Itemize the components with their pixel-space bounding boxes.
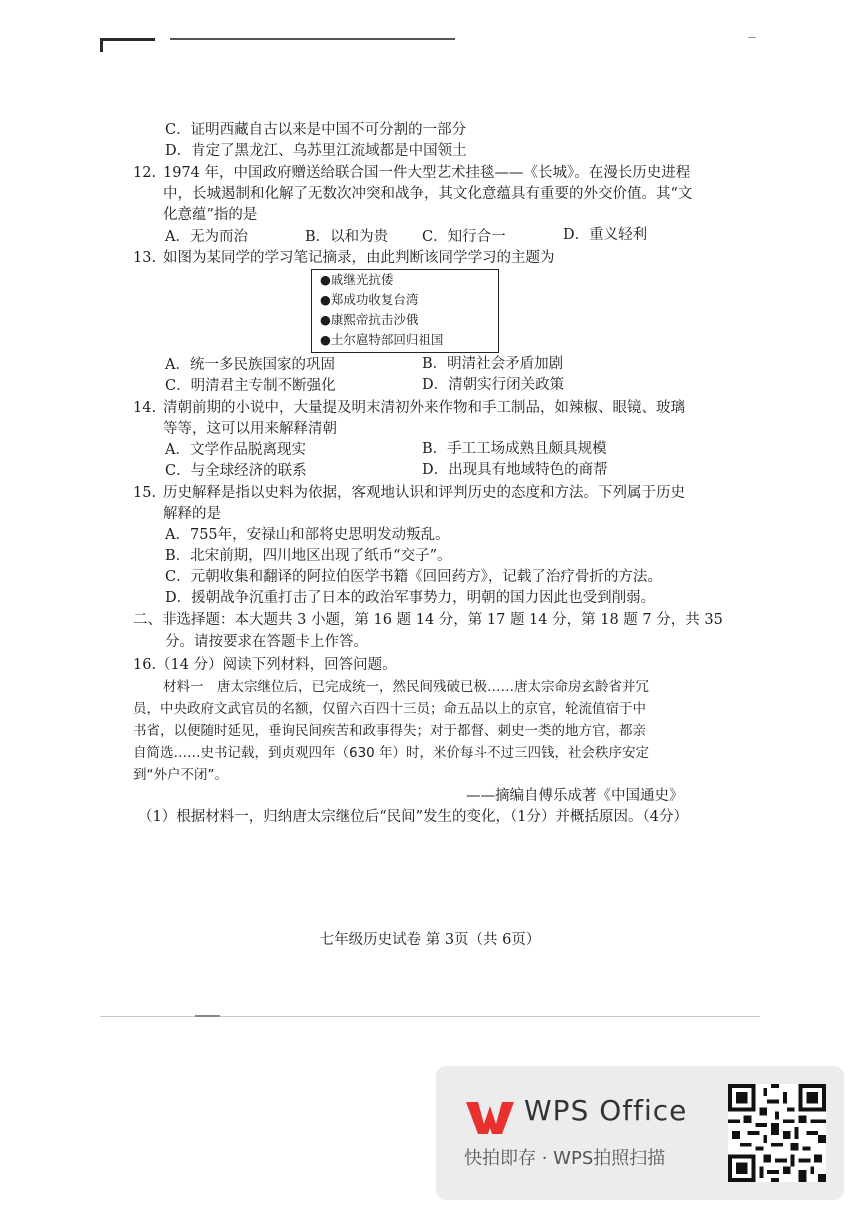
- page-footer: 七年级历史试卷 第 3页（共 6页）: [319, 932, 541, 948]
- note-item: ●戚继光抗倭: [320, 272, 394, 287]
- q14-stem-line: 清朝前期的小说中，大量提及明末清初外来作物和手工制品，如辣椒、眼镜、玻璃: [163, 400, 685, 416]
- q15-option-c: C．元朝收集和翻译的阿拉伯医学书籍《回回药方》，记载了治疗骨折的方法。: [165, 569, 662, 585]
- material-line: 书省，以便随时延见，垂询民间疾苦和政事得失；对于都督、刺史一类的地方官，都亲: [133, 723, 646, 739]
- q15-number: 15.: [133, 485, 157, 501]
- qr-code-icon: [728, 1084, 826, 1182]
- q16-subquestion-1: （1）根据材料一，归纳唐太宗继位后“民间”发生的变化，（1分）并概括原因。（4分）: [138, 809, 688, 825]
- q13-option-c: C．明清君主专制不断强化: [165, 378, 336, 394]
- wps-tagline: 快拍即存 · WPS拍照扫描: [464, 1148, 666, 1169]
- q12-stem-line: 化意蕴”指的是: [163, 207, 258, 223]
- q11-option-d: D．肯定了黑龙江、乌苏里江流域都是中国领土: [165, 143, 467, 159]
- note-item: ●郑成功收复台湾: [320, 292, 419, 307]
- section-instruction: 分。请按要求在答题卡上作答。: [165, 634, 368, 650]
- scan-edge: [195, 1015, 220, 1017]
- q12-stem-line: 1974 年，中国政府赠送给联合国一件大型艺术挂毯——《长城》。在漫长历史进程: [163, 165, 691, 181]
- q15-option-d: D．援朝战争沉重打击了日本的政治军事势力，明朝的国力因此也受到削弱。: [165, 590, 656, 606]
- q15-option-b: B．北宋前期，四川地区出现了纸币“交子”。: [165, 548, 452, 564]
- q15-option-a: A．755年，安禄山和部将史思明发动叛乱。: [165, 527, 450, 543]
- q14-number: 14.: [133, 400, 157, 416]
- q12-option-d: D．重义轻利: [563, 227, 648, 243]
- q13-option-a: A．统一多民族国家的巩固: [165, 357, 335, 373]
- q14-option-c: C．与全球经济的联系: [165, 463, 307, 479]
- section-heading: 二、非选择题：本大题共 3 小题，第 16 题 14 分，第 17 题 14 分，第 18 题 7 分，共 35: [133, 612, 723, 628]
- scan-edge: [170, 38, 455, 40]
- q14-option-b: B．手工工场成熟且颇具规模: [422, 441, 607, 457]
- q15-stem-line: 解释的是: [163, 506, 221, 522]
- note-item: ●土尔扈特部回归祖国: [320, 332, 444, 347]
- q12-option-c: C．知行合一: [422, 229, 506, 245]
- q12-option-b: B．以和为贵: [305, 229, 389, 245]
- q13-option-d: D．清朝实行闭关政策: [422, 377, 565, 393]
- note-item: ●康熙帝抗击沙俄: [320, 312, 419, 327]
- scan-edge: [100, 38, 155, 41]
- material-source: ——摘编自傅乐成著《中国通史》: [466, 788, 684, 804]
- q13-number: 13.: [133, 250, 157, 266]
- q12-number: 12.: [133, 165, 157, 181]
- q12-stem-line: 中，长城遏制和化解了无数次冲突和战争，其文化意蕴具有重要的外交价值。其“文: [163, 186, 693, 202]
- scan-mark: [748, 37, 756, 38]
- material-line: 到“外户不闭”。: [133, 767, 228, 783]
- wps-watermark: [436, 1066, 844, 1200]
- q14-option-a: A．文学作品脱离现实: [165, 442, 306, 458]
- material-line: 材料一 唐太宗继位后，已完成统一，然民间残破已极……唐太宗命房玄龄省并冗: [163, 679, 649, 695]
- q14-option-d: D．出现具有地域特色的商帮: [422, 462, 608, 478]
- wps-logo-icon: [464, 1098, 516, 1138]
- q15-stem-line: 历史解释是指以史料为依据，客观地认识和评判历史的态度和方法。下列属于历史: [163, 485, 685, 501]
- q11-option-c: C．证明西藏自古以来是中国不可分割的一部分: [165, 122, 467, 138]
- study-notes-box: [311, 269, 499, 353]
- material-line: 员，中央政府文武官员的名额，仅留六百四十三员；命五品以上的京官，轮流值宿于中: [133, 701, 646, 717]
- q14-stem-line: 等等，这可以用来解释清朝: [163, 421, 337, 437]
- material-line: 自简选……史书记载，到贞观四年（630 年）时，米价每斗不过三四钱，社会秩序安定: [133, 745, 650, 761]
- q12-option-a: A．无为而治: [165, 229, 248, 245]
- q16-header: 16.（14 分）阅读下列材料，回答问题。: [133, 657, 397, 673]
- wps-brand-text: WPS Office: [524, 1094, 688, 1127]
- q13-stem: 如图为某同学的学习笔记摘录，由此判断该同学学习的主题为: [163, 250, 555, 266]
- q13-option-b: B．明清社会矛盾加剧: [422, 356, 564, 372]
